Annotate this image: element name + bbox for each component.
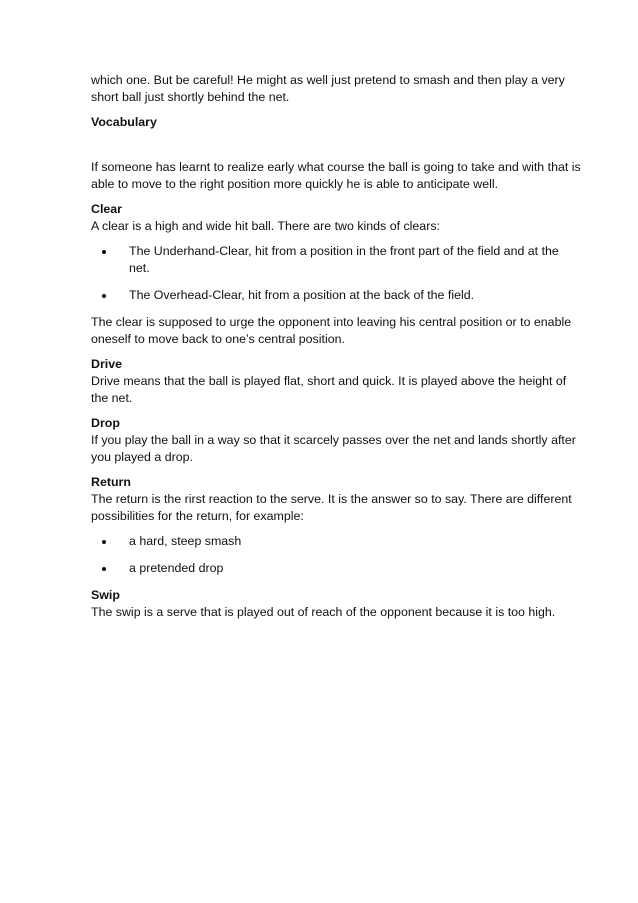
bullet-text: a pretended drop [129,561,224,575]
vocabulary-paragraph: If someone has learnt to realize early what course the ball is going to take and with that is able to move to the right position more quickly he is able to anticipate well. [91,160,581,191]
list-item [91,287,581,304]
drop-heading: Drop [91,416,120,430]
return-paragraph: The return is the rirst reaction to the serve. It is the answer so to say. There are different possibilities for the return, for example: [91,492,572,523]
bullet-icon [102,250,106,254]
list-item [91,560,581,577]
bullet-icon [102,540,106,544]
clear-bullet-list [91,243,581,304]
swip-paragraph: The swip is a serve that is played out of reach of the opponent because it is too high. [91,605,556,619]
page-content [91,72,581,629]
clear-section [91,201,581,348]
drive-heading: Drive [91,357,122,371]
drive-section [91,356,581,407]
return-section [91,474,581,577]
swip-heading: Swip [91,588,120,602]
return-bullet-list [91,533,581,577]
list-item [91,243,581,277]
clear-followup-paragraph: The clear is supposed to urge the opponent into leaving his central position or to enable oneself to move back to one’s central position. [91,315,572,346]
bullet-icon [102,294,106,298]
drive-paragraph: Drive means that the ball is played flat, short and quick. It is played above the height of the net. [91,374,567,405]
intro-paragraph: which one. But be careful! He might as well just pretend to smash and then play a very short ball just shortly behind the net. [91,73,565,104]
clear-heading: Clear [91,202,122,216]
vocabulary-heading: Vocabulary [91,115,157,129]
bullet-icon [102,567,106,571]
return-heading: Return [91,475,131,489]
clear-paragraph: A clear is a high and wide hit ball. There are two kinds of clears: [91,219,440,233]
bullet-text: a hard, steep smash [129,534,242,548]
swip-section [91,587,581,621]
bullet-text: The Underhand-Clear, hit from a position in the front part of the field and at the net. [129,244,559,275]
drop-paragraph: If you play the ball in a way so that it scarcely passes over the net and lands shortly after you played a drop. [91,433,576,464]
bullet-text: The Overhead-Clear, hit from a position at the back of the field. [129,288,475,302]
list-item [91,533,581,550]
drop-section [91,415,581,466]
